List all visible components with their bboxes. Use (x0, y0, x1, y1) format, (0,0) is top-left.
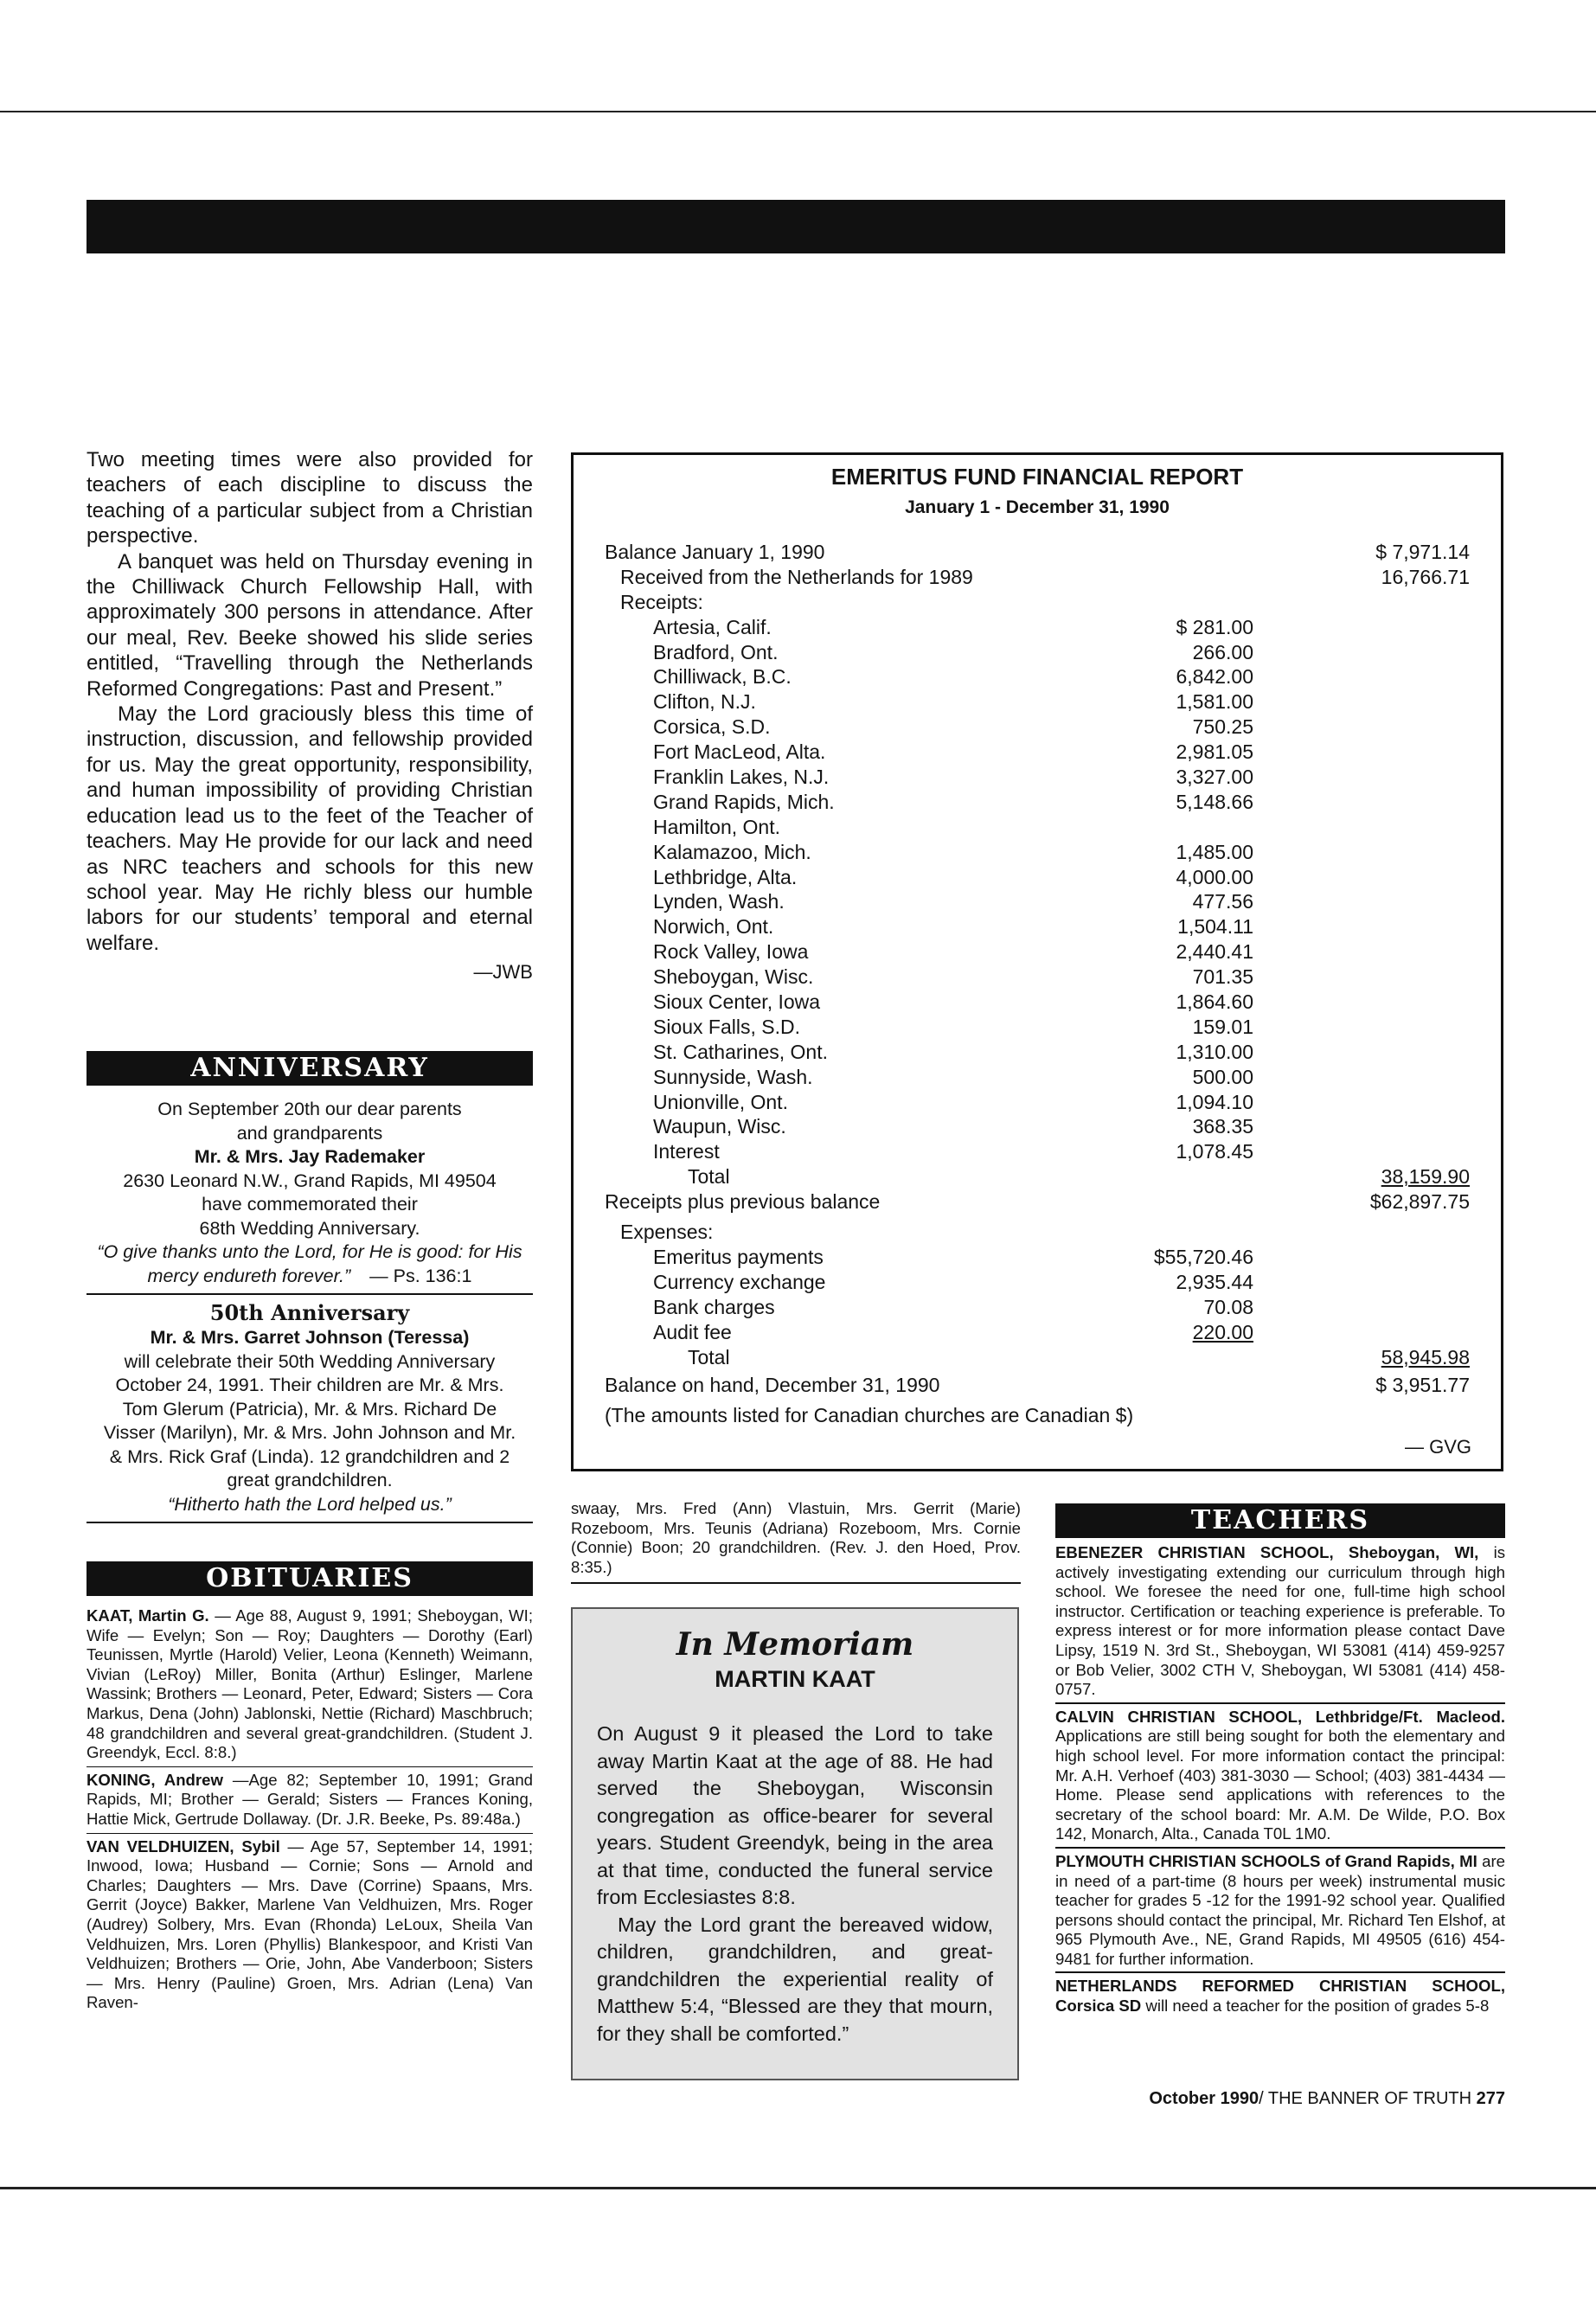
report-subtitle: January 1 - December 31, 1990 (905, 497, 1170, 517)
receipt-row (605, 689, 1470, 715)
report-row (605, 1164, 1470, 1189)
obituary-entry (87, 1837, 533, 2016)
receipt-amount: 1,504.11 (1177, 915, 1253, 939)
verse (87, 1240, 533, 1288)
teacher-ad (1055, 1977, 1505, 2018)
receipt-amount: 701.35 (1192, 965, 1253, 989)
financial-report (571, 452, 1503, 1471)
receipt-amount: 1,581.00 (1176, 690, 1253, 714)
receipt-row (605, 790, 1470, 815)
receipt-place: Corsica, S.D. (653, 715, 771, 739)
receipt-place: Kalamazoo, Mich. (653, 840, 811, 863)
receipt-amount: 159.01 (1192, 1015, 1253, 1038)
receipt-row (605, 889, 1470, 914)
teacher-ad (1055, 1852, 1505, 1974)
bottom-rule (0, 2187, 1596, 2189)
obituary-text: — Age 88, August 9, 1991; Sheboygan, WI; Wife — Evelyn; Son — Roy; Daughters — Dorothy (Earl) Teunissen, Myrtle (Harold) Velier, Leona (Kenneth) Weimann, Vivian (LeRoy) Miller, Bonita (Arthur) Eslinger, Marlene Wassink; Brothers — Leonard, Peter, Edward; Sisters — Cora Markus, Dena (John) Jablonski, Nettie (Richard) Maschbruch; 48 grandchildren and several great-grandchildren. (Student J. Greendyk, Eccl. 8:8.) (87, 1606, 534, 1762)
receipt-row (605, 865, 1470, 890)
receipt-amount: 5,148.66 (1176, 790, 1253, 813)
receipt-list (605, 615, 1470, 1165)
article-paragraph: Two meeting times were also provided for teachers of each discipline to discuss the teaching of a particular subject from a Christian perspective. (87, 448, 533, 548)
receipt-amount: $ 281.00 (1176, 615, 1253, 638)
report-row (605, 540, 1470, 565)
receipt-place: Unionville, Ont. (653, 1090, 788, 1113)
report-row (605, 1403, 1470, 1428)
expense-row (605, 1295, 1470, 1320)
expense-item: Emeritus payments (653, 1245, 824, 1268)
report-row (605, 1373, 1470, 1398)
ad-school: NETHERLANDS REFORMED CHRISTIAN SCHOOL, Corsica SD (1055, 1977, 1505, 2016)
text-line: and grandparents (236, 1122, 383, 1144)
teachers-section (1055, 1503, 1505, 2019)
expense-row (605, 1245, 1470, 1270)
report-signature: — GVG (1404, 1436, 1471, 1458)
receipt-place: Franklin Lakes, N.J. (653, 766, 830, 789)
anniversary-title: 50th Anniversary (209, 1300, 410, 1325)
ad-school: CALVIN CHRISTIAN SCHOOL, Lethbridge/Ft. Macleod. (1055, 1707, 1505, 1726)
receipt-row (605, 914, 1470, 939)
teachers-header: TEACHERS (1055, 1503, 1505, 1538)
receipt-row (605, 640, 1470, 665)
text-line: have commemorated their (202, 1194, 418, 1215)
teacher-ad (1055, 1708, 1505, 1849)
receipt-row (605, 664, 1470, 689)
receipt-place: Waupun, Wisc. (653, 1115, 786, 1138)
footer-date: October 1990 (1149, 2089, 1259, 2108)
article-signature: —JWB (473, 961, 533, 984)
receipt-amount: 1,485.00 (1176, 840, 1253, 863)
receipt-amount: 2,981.05 (1176, 740, 1253, 764)
continuation-text: swaay, Mrs. Fred (Ann) Vlastuin, Mrs. Gerrit (Marie) Rozeboom, Mrs. Teunis (Adriana) Rozeboom, Mrs. Cornie (Connie) Boon; 20 grandchildren. (Rev. J. den Hoed, Prov. 8:35.) (571, 1499, 1021, 1584)
receipt-place: Sunnyside, Wash. (653, 1065, 813, 1088)
receipt-place: St. Catharines, Ont. (653, 1040, 828, 1063)
obituary-entry (87, 1771, 533, 1834)
memoriam-paragraph: May the Lord grant the bereaved widow, children, grandchildren, and great-grandchildren the experiential reality of Matthew 5:4, “Blessed are they that mourn, for they shall be comforted.” (597, 1913, 993, 2045)
expense-amount: 70.08 (1203, 1295, 1253, 1318)
receipt-row (605, 615, 1470, 640)
ad-text: will need a teacher for the position of grades 5-8 (1141, 1997, 1490, 2016)
receipt-amount: 2,440.41 (1176, 940, 1253, 964)
divider (87, 1522, 533, 1523)
footer-journal: / THE BANNER OF TRUTH (1259, 2089, 1472, 2108)
row-total: $ 3,951.77 (1375, 1374, 1470, 1397)
memoriam-title: In Memoriam (676, 1626, 914, 1663)
receipt-row (605, 965, 1470, 990)
obituary-name: VAN VELDHUIZEN, Sybil (87, 1836, 280, 1856)
obituary-name: KAAT, Martin G. (87, 1606, 209, 1625)
row-label: Total (688, 1345, 730, 1368)
receipt-row (605, 1139, 1470, 1164)
report-row (605, 565, 1470, 590)
receipt-row (605, 715, 1470, 740)
ad-school: PLYMOUTH CHRISTIAN SCHOOLS of Grand Rapids, MI (1055, 1851, 1477, 1870)
page-footer (1149, 2089, 1505, 2109)
row-label: Receipts plus previous balance (605, 1190, 881, 1214)
memoriam-paragraph: On August 9 it pleased the Lord to take away Martin Kaat at the age of 88. He had served the Sheboygan, Wisconsin congregation as office-bearer for several years. Student Greendyk, being in the area at that time, conducted the funeral service from Ecclesiastes 8:8. (597, 1722, 993, 1908)
receipt-row (605, 1065, 1470, 1090)
receipt-row (605, 1090, 1470, 1115)
receipt-place: Chilliwack, B.C. (653, 665, 792, 689)
memoriam-text (597, 1721, 993, 2048)
ad-text: Applications are still being sought for both the elementary and high school level. For more information contact the principal: Mr. A.H. Verhoef (403) 381-3030 — School; (403) 381-4434 — Home. Please send applications with references to the secretary of the school board: Mr. A.M. De Wilde, P.O. Box 142, Monarch, Alta., Canada T0L 1M0. (1055, 1727, 1505, 1843)
report-row (605, 1220, 1470, 1245)
text-line: 2630 Leonard N.W., Grand Rapids, MI 49504 (123, 1170, 497, 1191)
verse-text: “O give thanks unto the Lord, for He is good: for His mercy endureth forever.” (97, 1241, 522, 1286)
memoriam-name: MARTIN KAAT (715, 1666, 875, 1692)
anniversary-notice-2 (87, 1326, 533, 1516)
ad-text: are in need of a part-time (8 hours per week) instrumental music teacher for grades 5 -12 for the 1991-92 school year. Qualified persons should contact the principal, Mr. Richard Ten Elshof, at 965 Plymouth Ave., NE, Grand Rapids, MI 49505 (616) 454-9481 for further information. (1055, 1851, 1506, 1968)
obituary-entry (87, 1606, 533, 1767)
receipt-place: Interest (653, 1140, 720, 1163)
row-label: Total (688, 1165, 730, 1189)
receipt-place: Clifton, N.J. (653, 690, 756, 714)
receipt-amount: 477.56 (1192, 890, 1253, 913)
receipts-total: 38,159.90 (1381, 1165, 1470, 1189)
receipt-place: Lynden, Wash. (653, 890, 785, 913)
anniversary-notice-1 (87, 1098, 533, 1288)
receipt-amount: 1,078.45 (1176, 1140, 1253, 1163)
ad-text: is actively investigating extending our curriculum through high school. We foresee the need for one, full-time high school instructor. Certification or teaching experience is preferable. To express interest or for more information please contact Dave Lipsy, 1519 N. 3rd St., Sheboygan, WI 53081 (414) 459-9257 or Bob Velier, 3002 CTH V, Sheboygan, WI 53081 (414) 458-0757. (1055, 1543, 1505, 1699)
text-line: 68th Wedding Anniversary. (199, 1217, 420, 1239)
couple-name: Mr. & Mrs. Garret Johnson (Teressa) (150, 1327, 470, 1348)
expense-item: Bank charges (653, 1295, 775, 1318)
page-number: 277 (1476, 2089, 1505, 2108)
expense-row (605, 1320, 1470, 1345)
divider (87, 1293, 533, 1295)
receipt-place: Artesia, Calif. (653, 615, 772, 638)
report-row (605, 1345, 1470, 1370)
verse: “Hitherto hath the Lord helped us.” (168, 1493, 452, 1515)
receipt-amount: 266.00 (1192, 640, 1253, 663)
expense-list (605, 1245, 1470, 1345)
receipt-row (605, 740, 1470, 765)
expense-amount: 220.00 (1192, 1320, 1253, 1343)
row-label: Balance on hand, December 31, 1990 (605, 1374, 940, 1397)
receipt-place: Hamilton, Ont. (653, 815, 780, 838)
obituary-continuation (571, 1499, 1021, 1584)
receipt-amount: 3,327.00 (1176, 766, 1253, 789)
expense-amount: 2,935.44 (1176, 1270, 1253, 1293)
row-total: $62,897.75 (1369, 1190, 1470, 1214)
receipt-row (605, 990, 1470, 1015)
teacher-ad (1055, 1543, 1505, 1704)
receipt-place: Sioux Falls, S.D. (653, 1015, 800, 1038)
receipt-place: Norwich, Ont. (653, 915, 774, 939)
receipt-place: Rock Valley, Iowa (653, 940, 809, 964)
expense-item: Currency exchange (653, 1270, 826, 1293)
expense-row (605, 1270, 1470, 1295)
receipt-row (605, 939, 1470, 965)
couple-name: Mr. & Mrs. Jay Rademaker (194, 1146, 426, 1167)
expense-amount: $55,720.46 (1153, 1245, 1253, 1268)
article-paragraph: A banquet was held on Thursday evening in the Chilliwack Church Fellowship Hall, with approximately 300 persons in attendance. After our meal, Rev. Beeke showed his slide series entitled, “Travelling through the Netherlands Reformed Congregations: Past and Present.” (87, 549, 533, 701)
text-line: On September 20th our dear parents (157, 1099, 462, 1119)
receipt-amount: 1,310.00 (1176, 1040, 1253, 1063)
expense-item: Audit fee (653, 1320, 732, 1343)
receipt-place: Grand Rapids, Mich. (653, 790, 835, 813)
article-paragraph: May the Lord graciously bless this time of instruction, discussion, and fellowship provided for us. May the great opportunity, responsibility, and human impossibility of providing Christian education lead us to the feet of the Teacher of teachers. May He provide for our lack and need as NRC teachers and schools for this new school year. May He richly bless our humble labors for our students’ temporal and eternal welfare. (87, 702, 533, 955)
receipt-place: Lethbridge, Alta. (653, 865, 798, 888)
row-label: Balance January 1, 1990 (605, 541, 825, 563)
in-memoriam-box (571, 1607, 1019, 2080)
receipt-row (605, 840, 1470, 865)
row-label: Receipts: (620, 590, 703, 613)
receipt-place: Sheboygan, Wisc. (653, 965, 814, 989)
receipt-amount: 500.00 (1192, 1065, 1253, 1088)
expenses-total: 58,945.98 (1381, 1345, 1470, 1368)
anniversary-text: will celebrate their 50th Wedding Anniversary October 24, 1991. Their children are Mr. & Mrs. Tom Glerum (Patricia), Mr. & Mrs. Richard De Visser (Marilyn), Mr. & Mrs. John Johnson and Mr. & Mrs. Rick Graf (Linda). 12 grandchildren and 2 great grandchildren. (103, 1350, 516, 1490)
top-rule (0, 111, 1596, 112)
ad-school: EBENEZER CHRISTIAN SCHOOL, Sheboygan, WI, (1055, 1543, 1479, 1561)
receipt-amount: 750.25 (1192, 715, 1253, 739)
row-label: Received from the Netherlands for 1989 (620, 565, 973, 588)
verse-ref: — Ps. 136:1 (369, 1265, 472, 1286)
receipt-place: Bradford, Ont. (653, 640, 779, 663)
row-label: Expenses: (620, 1221, 714, 1244)
receipt-amount: 1,094.10 (1176, 1090, 1253, 1113)
obituary-name: KONING, Andrew (87, 1770, 223, 1789)
row-total: 16,766.71 (1381, 565, 1470, 588)
receipt-row (605, 815, 1470, 840)
receipt-amount: 1,864.60 (1176, 990, 1253, 1014)
header-bar (87, 200, 1505, 253)
receipt-place: Sioux Center, Iowa (653, 990, 821, 1014)
obituaries-header: OBITUARIES (87, 1561, 533, 1596)
obituaries-section (87, 1561, 533, 2016)
receipt-amount: 368.35 (1192, 1115, 1253, 1138)
obituary-text: —Age 82; September 10, 1991; Grand Rapids, MI; Brother — Gerald; Sisters — Frances Koning, Hattie Mick, Gertrude Dollaway. (Dr. J.R. Beeke, Ps. 89:48a.) (87, 1770, 533, 1828)
report-rows (605, 540, 1470, 1428)
receipt-row (605, 1015, 1470, 1040)
report-note: (The amounts listed for Canadian churches are Canadian $) (605, 1404, 1134, 1427)
anniversary-section (87, 1051, 533, 1529)
report-row (605, 1189, 1470, 1215)
article-continuation (87, 447, 533, 985)
receipt-row (605, 765, 1470, 790)
obituary-text: — Age 57, September 14, 1991; Inwood, Iowa; Husband — Cornie; Sons — Arnold and Charles; Daughters — Mrs. Dave (Corrine) Spaans, Mrs. Gerrit (Joyce) Bakker, Marlene Van Veldhuizen, Mrs. Roger (Audrey) Solbery, Mrs. Evan (Rhonda) LeLoux, Sheila Van Veldhuizen, Mrs. Loren (Phyllis) Blankespoor, and Kristi Van Veldhuizen; Brothers — Orie, John, Abe Vanderboon; Sisters — Mrs. Henry (Pauline) Groen, Mrs. Adrian (Lena) Van Raven- (87, 1836, 533, 2012)
receipt-place: Fort MacLeod, Alta. (653, 740, 826, 764)
receipt-row (605, 1040, 1470, 1065)
report-title: EMERITUS FUND FINANCIAL REPORT (830, 464, 1244, 490)
row-total: $ 7,971.14 (1375, 541, 1470, 563)
report-row (605, 590, 1470, 615)
receipt-amount: 6,842.00 (1176, 665, 1253, 689)
receipt-amount: 4,000.00 (1176, 865, 1253, 888)
receipt-row (605, 1114, 1470, 1139)
anniversary-header: ANNIVERSARY (87, 1051, 533, 1086)
